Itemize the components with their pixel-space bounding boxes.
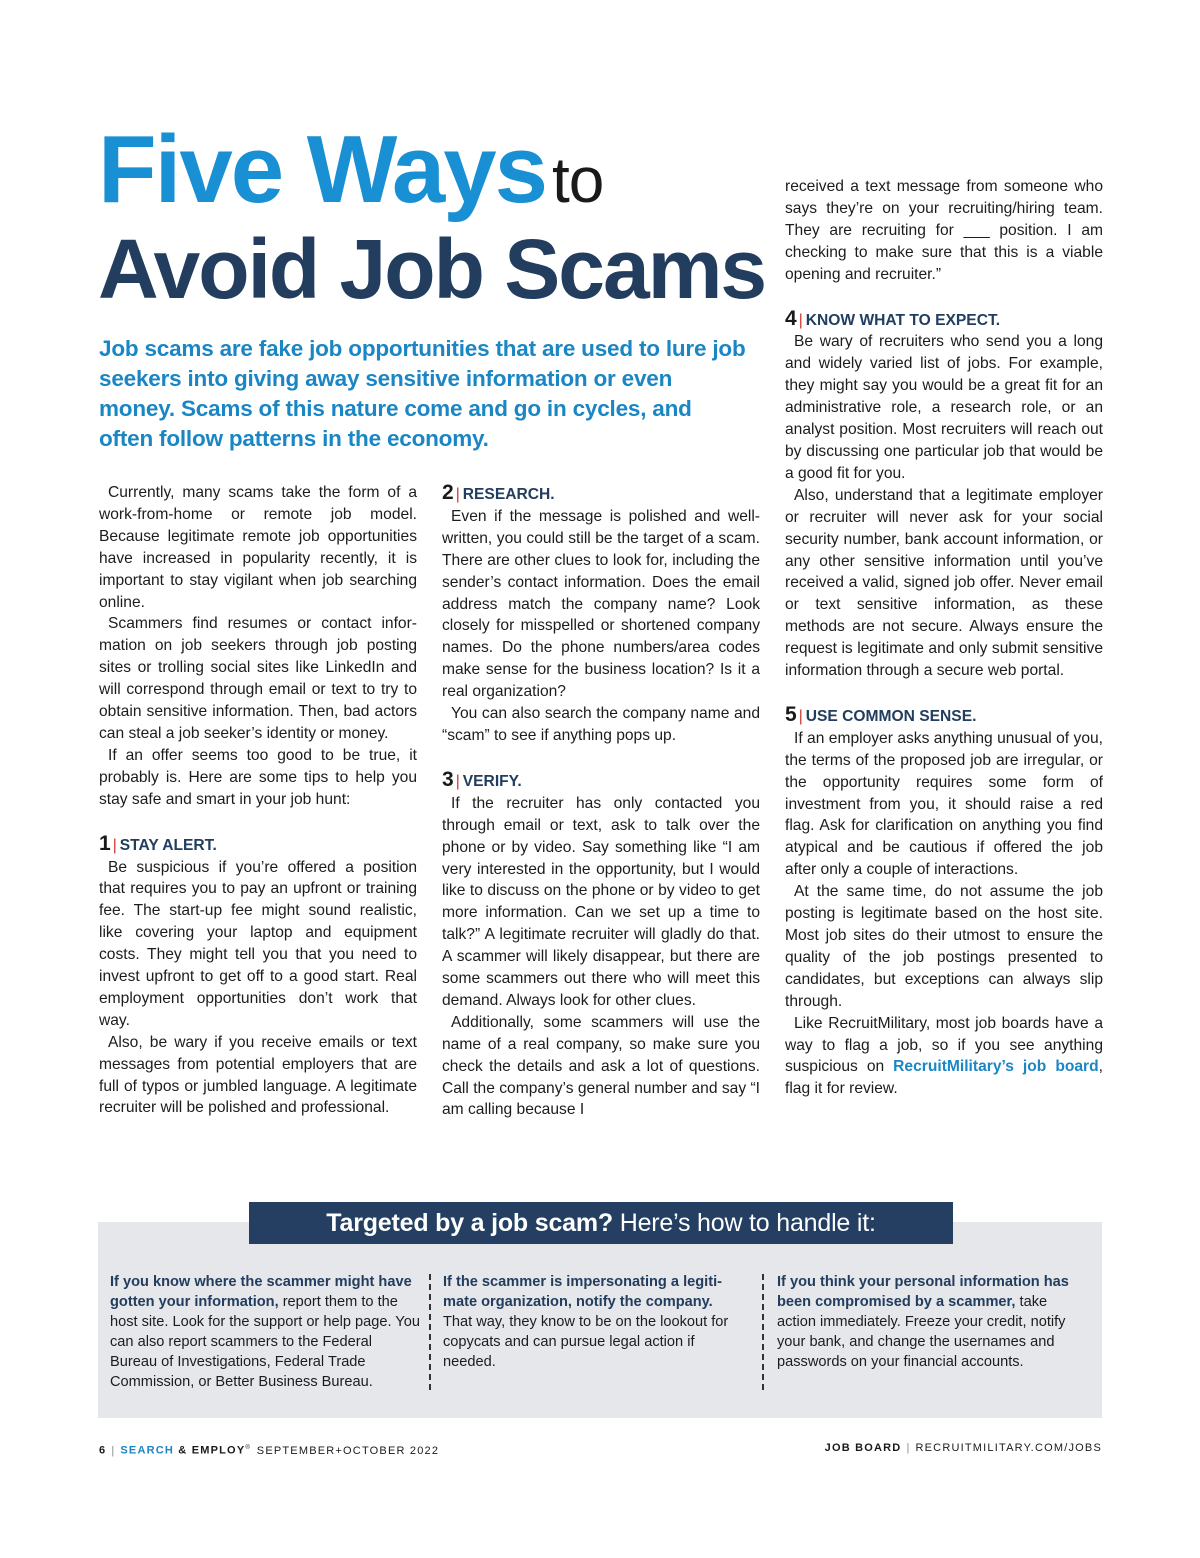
issue-date: SEPTEMBER+OCTOBER 2022: [256, 1444, 440, 1457]
footer-separator-2: |: [906, 1442, 911, 1454]
title-line-2: Avoid Job Scams: [98, 222, 766, 316]
title-five-ways: Five Ways: [98, 116, 546, 223]
footer-section: JOB BOARD: [824, 1442, 902, 1454]
recruitmilitary-job-board-link[interactable]: RecruitMilitary’s job board: [893, 1058, 1099, 1076]
tip-5-title: USE COMMON SENSE.: [805, 707, 977, 725]
callout-divider-1: [429, 1274, 431, 1390]
callout-tip-2-text: That way, they know to be on the lookout for copycats and can pursue legal action if needed.: [443, 1314, 729, 1370]
tip-2-number: 2: [442, 481, 454, 504]
callout-tip-2-lead: If the scammer is impersonating a legitimate organization, notify the company.: [443, 1274, 722, 1310]
callout-tip-3: [777, 1272, 1077, 1372]
tip-3-title: VERIFY.: [462, 772, 522, 790]
callout-tip-1-sep-1: ,: [266, 1354, 275, 1370]
column-1: [99, 482, 417, 1119]
tip-5-divider: |: [798, 707, 803, 725]
tip-1-heading: [99, 833, 417, 857]
callout-heading: [249, 1202, 953, 1244]
callout-tip-3-text: take action immediately. Freeze your credit, notify your bank, and change the usernames and passwords on your financial accounts.: [777, 1294, 1066, 1370]
column-3: [785, 176, 1103, 1100]
page-number: 6: [99, 1444, 107, 1457]
callout-tip-1-text: report them to the host site. Look for the support or help page. You can also report scammers to the: [110, 1294, 420, 1350]
column-2: [442, 482, 760, 1121]
tip-3-paragraph-2: Additionally, some scammers will use the name of a real company, so make sure you check the details and ask a lot of questions. Call the company’s general number and say “I am calling because I: [442, 1013, 760, 1119]
callout-heading-bold: Targeted by a job scam?: [326, 1209, 613, 1237]
title-line-1: [98, 118, 765, 222]
magazine-name-search: SEARCH: [120, 1444, 175, 1457]
tip-4-number: 4: [785, 306, 797, 330]
tip-4-paragraph-2: Also, understand that a legitimate employer or recruiter will never ask for your social security number, bank account information, or any other sensitive information until you’ve received a valid, signed job offer. Never email or text sensitive information, as these methods are not secure. Always ensure the request is legitimate and only submit sensitive information through a secure web portal.: [785, 486, 1103, 680]
tip-5-p3-text: Like RecruitMilitary, most job boards have a way to flag a job, so if you see anything suspicious on: [785, 1014, 1103, 1076]
tip-1-title: STAY ALERT.: [119, 836, 217, 854]
registered-mark: ®: [245, 1445, 250, 1451]
intro-deck: Job scams are fake job opportunities that are used to lure job seekers into giving away sensitive information or even money. Scams of this nature come and go in cycles, and often follow patterns in the economy.: [99, 336, 746, 451]
tip-4-paragraph-1: Be wary of recruiters who send you a long and widely varied list of jobs. For example, they might say you would be a great fit for an administrative role, a research role, or an analyst position. Most recruiters will reach out by discussing one particular job that would be a good fit for you.: [785, 333, 1103, 482]
tip-5-number: 5: [785, 702, 797, 726]
callout-tip-1: [110, 1272, 420, 1392]
tip-4-heading: [785, 308, 1103, 332]
col1-paragraph-2: Scammers find resumes or contact information on job seekers through job posting sites or trolling social sites like LinkedIn and will correspond through email or text to try to obtain sensitive information. Then, bad actors can steal a job seeker’s identity or money.: [99, 615, 417, 742]
title-to: to: [551, 144, 604, 216]
tip-1-paragraph-1: Be suspicious if you’re offered a position that requires you to pay an upfront or training fee. The start-up fee might sound realistic, like covering your laptop and equipment costs. They might tell you that you need to invest upfront to get off to a good start. Real employment opportunities don’t work that way.: [99, 858, 417, 1029]
col1-paragraph-3: If an offer seems too good to be true, it probably is. Here are some tips to help you stay safe and smart in your job hunt:: [99, 746, 417, 808]
tip-3-divider: |: [455, 772, 460, 790]
magazine-name-employ: & EMPLOY: [174, 1444, 246, 1457]
tip-5-paragraph-3: [785, 1013, 1103, 1101]
tip-2-paragraph-1: Even if the message is polished and well-written, you could still be the target of a scam. There are other clues to look for, including the sender’s contact information. Does the email address match the company name? Look closely for misspelled or shortened company names. Do the phone numbers/area codes make sense for the business location? Is it a real organization?: [442, 507, 760, 701]
col1-paragraph-1: Currently, many scams take the form of a work-from-home or remote job model. Because legitimate remote job opportunities have increased in popularity recently, it is important to stay vigilant when job searching online.: [99, 484, 417, 611]
tip-2-divider: |: [455, 486, 460, 503]
tip-5-p3-end: , flag it for review.: [785, 1058, 1103, 1098]
tip-5-heading: [785, 704, 1103, 728]
ftc-link[interactable]: Federal Trade Commission: [110, 1354, 366, 1390]
fbi-link[interactable]: Federal Bureau of Investigations: [110, 1334, 372, 1370]
callout-tip-1-lead: If you know where the scammer might have gotten your information,: [110, 1274, 412, 1310]
callout-tip-1-end: .: [368, 1374, 373, 1390]
tip-3-paragraph-1: If the recruiter has only contacted you through email or text, ask to talk over the phone or by video. Say something like “I am very interested in the opportunity, but I would like to discuss on the phone or by video to get more information. Can we set up a time to talk?” A legitimate recruiter will gladly do that. A scammer will likely disappear, but there are some scammers out there who will meet this demand. Always look for other clues.: [442, 794, 760, 1009]
footer-separator-1: |: [111, 1444, 116, 1457]
callout-tip-3-lead: If you think your personal information has been compromised by a scammer,: [777, 1274, 1069, 1310]
tip-4-title: KNOW WHAT TO EXPECT.: [805, 311, 1001, 329]
callout-divider-2: [762, 1274, 764, 1390]
tip-3-number: 3: [442, 767, 454, 791]
tip-1-paragraph-2: Also, be wary if you receive emails or text messages from potential employers that are full of typos or jumbled language. A legitimate recruiter will be polished and professional.: [99, 1033, 417, 1117]
callout-tip-2: [443, 1272, 743, 1372]
footer-url: RECRUITMILITARY.COM/JOBS: [915, 1442, 1102, 1454]
tip-2-title: RESEARCH.: [462, 486, 555, 503]
tip-4-divider: |: [798, 311, 803, 329]
footer-left: [99, 1441, 439, 1458]
tip-3-paragraph-2-continued: received a text message from someone who says they’re on your recruiting/hiring team. They are recruiting for ___ position. I am checking to make sure that this is a viable opening and recruiter.”: [785, 178, 1103, 283]
tip-2-paragraph-2: You can also search the company name and “scam” to see if anything pops up.: [442, 705, 760, 744]
tip-3-heading: [442, 769, 760, 793]
tip-1-number: 1: [99, 831, 111, 855]
tip-1-divider: |: [112, 836, 117, 854]
footer-right: [825, 1441, 1102, 1455]
bbb-link[interactable]: Better Business Bureau: [215, 1374, 369, 1390]
tip-5-paragraph-2: At the same time, do not assume the job posting is legitimate based on the host site. Most job sites do their utmost to ensure the quality of the job postings presented to candidates, but exceptions can always slip through.: [785, 883, 1103, 1010]
callout-tip-1-sep-2: , or: [190, 1374, 216, 1390]
tip-5-paragraph-1: If an employer asks anything unusual of you, the terms of the proposed job are irregular, or the opportunity requires some form of investment from you, it should raise a red flag. Ask for clarification on anything you find atypical and be cautious if offered the job after only a couple of interactions.: [785, 729, 1103, 879]
article-title: [98, 118, 765, 316]
tip-2-heading: [442, 482, 760, 506]
callout-heading-rest: Here’s how to handle it:: [612, 1209, 876, 1237]
